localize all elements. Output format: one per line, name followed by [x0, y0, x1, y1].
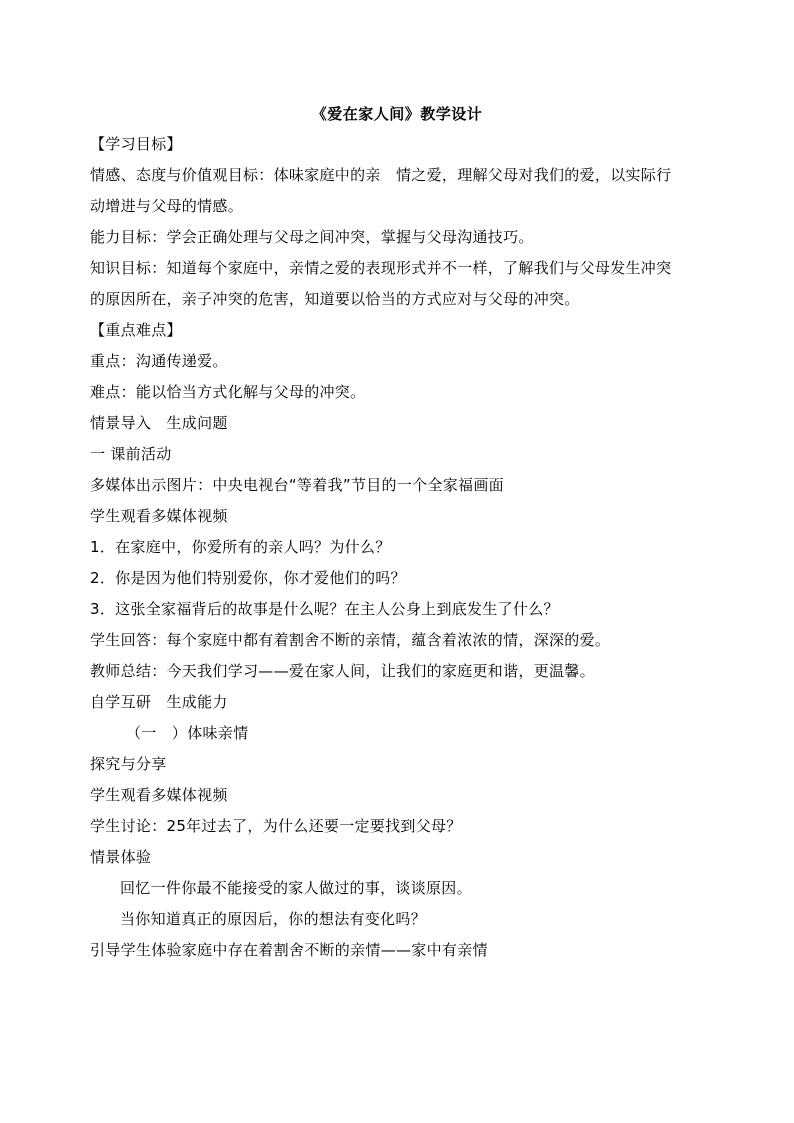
paragraph-line: 引导学生体验家庭中存在着割舍不断的亲情——家中有亲情 [90, 941, 488, 959]
document-body [90, 129, 710, 966]
paragraph-line: 学生观看多媒体视频 [90, 786, 228, 804]
question-line: 1．在家庭中，你爱所有的亲人吗？为什么？ [90, 538, 391, 556]
section-heading-learning-goals: 【学习目标】 [90, 135, 182, 153]
document-title: 《爱在家人间》教学设计 [311, 105, 483, 123]
paragraph-line: 学生讨论：25年过去了，为什么还要一定要找到父母？ [90, 817, 462, 835]
paragraph-line: 情感、态度与价值观目标：体味家庭中的亲 情之爱，理解父母对我们的爱，以实际行 [90, 166, 672, 184]
paragraph-line: 能力目标：学会正确处理与父母之间冲突，掌握与父母沟通技巧。 [90, 228, 534, 246]
paragraph-line: （一 ）体味亲情 [126, 724, 249, 742]
paragraph-line: 教师总结：今天我们学习——爱在家人间，让我们的家庭更和谐，更温馨。 [90, 662, 595, 680]
paragraph-line: 情景体验 [90, 848, 152, 866]
paragraph-line: 知识目标：知道每个家庭中，亲情之爱的表现形式并不一样，了解我们与父母发生冲突 [90, 259, 672, 277]
paragraph-line: 一 课前活动 [90, 445, 172, 463]
paragraph-line: 回忆一件你最不能接受的家人做过的事，谈谈原因。 [120, 879, 472, 897]
paragraph-line: 重点：沟通传递爱。 [90, 352, 228, 370]
paragraph-line: 多媒体出示图片：中央电视台“等着我”节目的一个全家福画面 [90, 476, 504, 494]
section-heading-key-points: 【重点难点】 [90, 321, 182, 339]
paragraph-line: 难点：能以恰当方式化解与父母的冲突。 [90, 383, 366, 401]
paragraph-line: 当你知道真正的原因后，你的想法有变化吗？ [120, 910, 427, 928]
paragraph-line: 探究与分享 [90, 755, 167, 773]
subsection-heading: 自学互研 生成能力 [90, 693, 228, 711]
paragraph-line: 学生观看多媒体视频 [90, 507, 228, 525]
question-line: 3．这张全家福背后的故事是什么呢？在主人公身上到底发生了什么？ [90, 600, 559, 618]
paragraph-line: 的原因所在，亲子冲突的危害，知道要以恰当的方式应对与父母的冲突。 [90, 290, 580, 308]
question-line: 2．你是因为他们特别爱你，你才爱他们的吗？ [90, 569, 406, 587]
subsection-heading: 情景导入 生成问题 [90, 414, 228, 432]
paragraph-line: 学生回答：每个家庭中都有着割舍不断的亲情，蕴含着浓浓的情，深深的爱。 [90, 631, 611, 649]
paragraph-line: 动增进与父母的情感。 [90, 197, 244, 215]
